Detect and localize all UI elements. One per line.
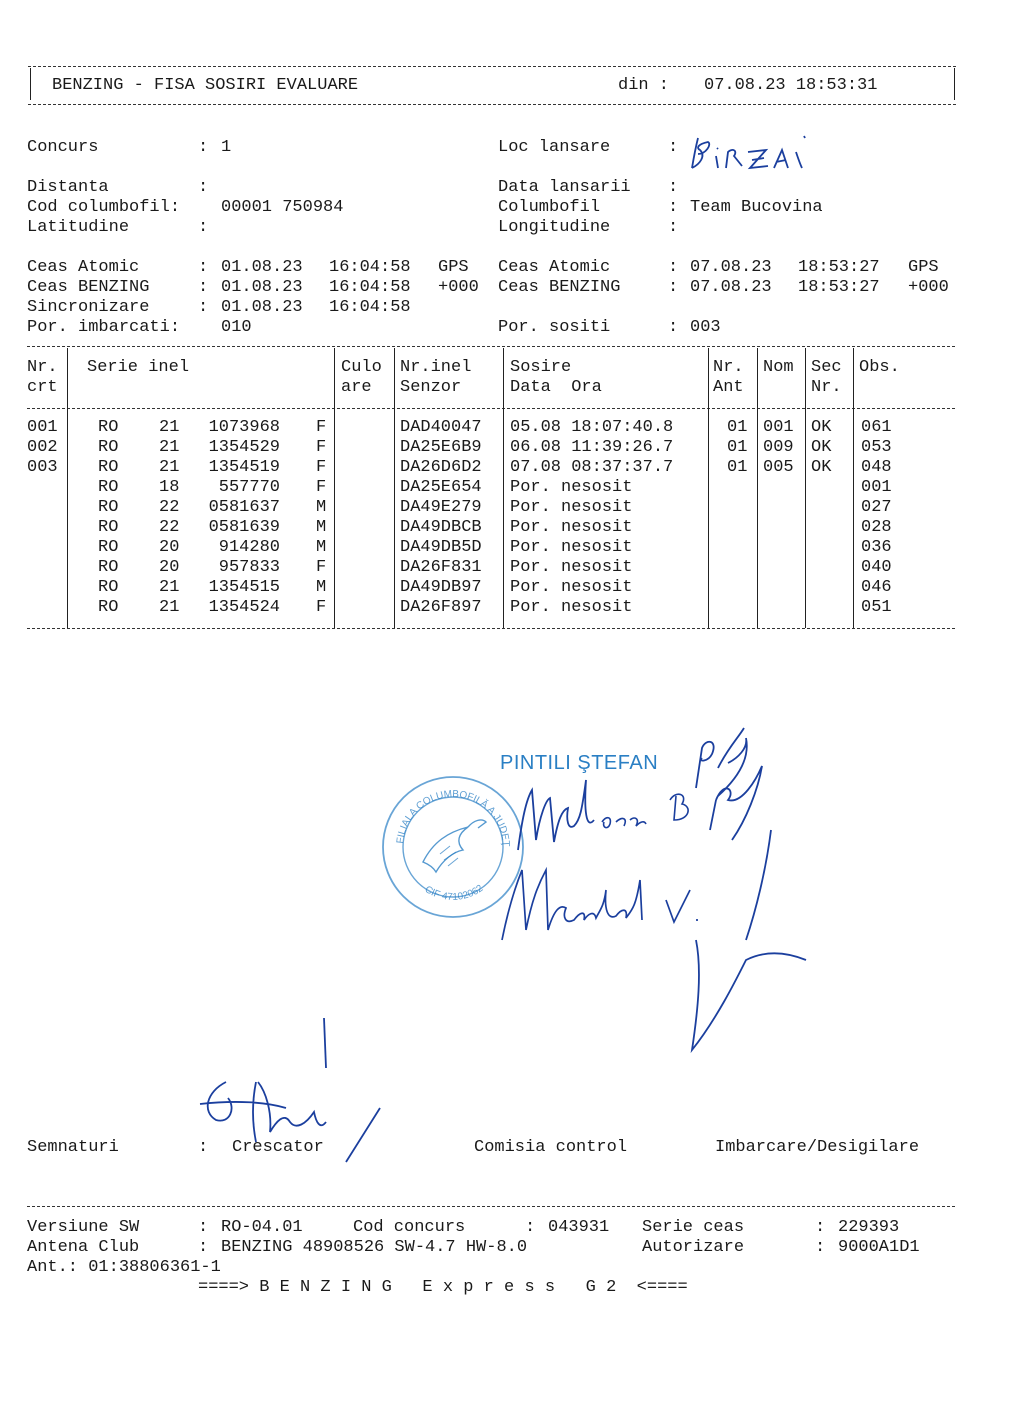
clock-right-colon: :: [668, 278, 679, 297]
col-sep: [757, 348, 758, 628]
cell-sosire: 07.08 08:37:37.7: [510, 458, 674, 477]
cell-tara: RO: [98, 518, 119, 537]
cell-sec: OK: [811, 458, 832, 477]
loc-lansare-colon: :: [668, 138, 679, 157]
svg-text:CIF 47102062: [423, 883, 486, 903]
autorizare-label: Autorizare: [642, 1238, 745, 1257]
data-lansarii-label: Data lansarii: [498, 178, 631, 197]
autorizare-colon: :: [815, 1238, 826, 1257]
cell-senzor: DA26F831: [400, 558, 482, 577]
cod-concurs-value: 043931: [548, 1218, 610, 1237]
cell-sosire: Por. nesosit: [510, 478, 633, 497]
cell-nom: 009: [763, 438, 794, 457]
clock-left-label: Sincronizare: [27, 298, 150, 317]
th-serie-inel: Serie inel: [87, 358, 190, 377]
columbofil-colon: :: [668, 198, 679, 217]
cell-nr: 002: [27, 438, 58, 457]
cell-sex: M: [316, 578, 327, 597]
cell-an: 21: [159, 438, 180, 457]
cell-ant: 01: [727, 458, 748, 477]
por-sositi-colon: :: [668, 318, 679, 337]
header-left-edge: [30, 68, 31, 100]
cod-columbofil-label: Cod columbofil:: [27, 198, 181, 217]
cell-nom: 001: [763, 418, 794, 437]
stamp-name: PINTILI ŞTEFAN: [500, 752, 659, 774]
cell-an: 21: [159, 458, 180, 477]
col-sep: [853, 348, 854, 628]
cell-obs: 001: [861, 478, 892, 497]
por-imbarcati-label: Por. imbarcati:: [27, 318, 181, 337]
cell-sex: M: [316, 498, 327, 517]
por-sositi-label: Por. sositi: [498, 318, 611, 337]
th-nr: Nr.: [27, 358, 58, 377]
serie-ceas-value: 229393: [838, 1218, 900, 1237]
clock-right-time: 18:53:27: [798, 278, 880, 297]
cell-sosire: Por. nesosit: [510, 518, 633, 537]
cell-sosire: 05.08 18:07:40.8: [510, 418, 674, 437]
cell-tara: RO: [98, 578, 119, 597]
comisia-label: Comisia control: [474, 1138, 628, 1157]
cell-an: 18: [159, 478, 180, 497]
columbofil-value: Team Bucovina: [690, 198, 823, 217]
th-nr-ant: Nr.: [713, 358, 744, 377]
clock-right-time: 18:53:27: [798, 258, 880, 277]
col-sep: [805, 348, 806, 628]
cell-obs: 040: [861, 558, 892, 577]
crescator-label: Crescator: [232, 1138, 324, 1157]
autorizare-value: 9000A1D1: [838, 1238, 920, 1257]
versiune-colon: :: [198, 1218, 209, 1237]
imbarcare-label: Imbarcare/Desigilare: [715, 1138, 920, 1157]
cell-an: 20: [159, 558, 180, 577]
cell-nr: 003: [27, 458, 58, 477]
cell-senzor: DA49DBCB: [400, 518, 482, 537]
col-sep: [503, 348, 504, 628]
cell-sex: F: [316, 558, 327, 577]
th-senzor: Senzor: [400, 378, 462, 397]
cell-senzor: DAD40047: [400, 418, 482, 437]
clock-left-time: 16:04:58: [329, 298, 411, 317]
clock-left-colon: :: [198, 258, 209, 277]
longitudine-colon: :: [668, 218, 679, 237]
header-top-rule: [28, 66, 956, 67]
th-sosire: Sosire: [510, 358, 572, 377]
table-bottom-rule: [27, 628, 955, 629]
cell-sec: OK: [811, 438, 832, 457]
clock-left-colon: :: [198, 298, 209, 317]
cell-senzor: DA26F897: [400, 598, 482, 617]
distanta-label: Distanta: [27, 178, 109, 197]
cell-obs: 053: [861, 438, 892, 457]
th-ant: Ant: [713, 378, 744, 397]
por-sositi-value: 003: [690, 318, 721, 337]
seal-text: FILIALA COLUMBOFILĂ A JUDEŢ: [395, 788, 512, 848]
cell-serie: 1354519: [208, 458, 280, 477]
cell-serie: 914280: [218, 538, 280, 557]
header-right-edge: [954, 68, 955, 100]
cell-an: 22: [159, 498, 180, 517]
cell-tara: RO: [98, 478, 119, 497]
svg-text:FILIALA COLUMBOFILĂ A JUDEŢULU: [378, 772, 511, 847]
versiune-label: Versiune SW: [27, 1218, 140, 1237]
distanta-colon: :: [198, 178, 209, 197]
cell-nom: 005: [763, 458, 794, 477]
cell-tara: RO: [98, 458, 119, 477]
cell-sex: F: [316, 458, 327, 477]
clock-left-date: 01.08.23: [221, 258, 303, 277]
col-sep: [708, 348, 709, 628]
cell-obs: 028: [861, 518, 892, 537]
cell-sex: F: [316, 598, 327, 617]
cell-serie: 1354515: [208, 578, 280, 597]
cell-tara: RO: [98, 598, 119, 617]
clock-left-label: Ceas Atomic: [27, 258, 140, 277]
cell-senzor: DA25E6B9: [400, 438, 482, 457]
header-date-label: din :: [618, 76, 670, 95]
cell-sec: OK: [811, 418, 832, 437]
columbofil-label: Columbofil: [498, 198, 601, 217]
por-imbarcati-value: 010: [221, 318, 252, 337]
cell-serie: 957833: [218, 558, 280, 577]
th-nr-inel: Nr.inel: [400, 358, 472, 377]
cod-columbofil-value: 00001 750984: [221, 198, 344, 217]
clock-right-colon: :: [668, 258, 679, 277]
longitudine-label: Longitudine: [498, 218, 611, 237]
cell-serie: 0581639: [208, 518, 280, 537]
cell-obs: 051: [861, 598, 892, 617]
clock-left-date: 01.08.23: [221, 298, 303, 317]
th-crt: crt: [27, 378, 58, 397]
cell-tara: RO: [98, 498, 119, 517]
loc-lansare-label: Loc lansare: [498, 138, 611, 157]
cell-sex: M: [316, 518, 327, 537]
cell-senzor: DA25E654: [400, 478, 482, 497]
header-date-value: 07.08.23 18:53:31: [704, 76, 878, 95]
antena-colon: :: [198, 1238, 209, 1257]
cell-sosire: Por. nesosit: [510, 538, 633, 557]
antena-label: Antena Club: [27, 1238, 140, 1257]
ant-line: Ant.: 01:38806361-1: [27, 1258, 221, 1277]
cell-serie: 557770: [218, 478, 280, 497]
concurs-label: Concurs: [27, 138, 99, 157]
cell-ant: 01: [727, 418, 748, 437]
col-sep: [67, 348, 68, 628]
th-sec-nr: Nr.: [811, 378, 842, 397]
cell-serie: 0581637: [208, 498, 280, 517]
clock-left-date: 01.08.23: [221, 278, 303, 297]
serie-ceas-label: Serie ceas: [642, 1218, 745, 1237]
serie-ceas-colon: :: [815, 1218, 826, 1237]
cell-tara: RO: [98, 538, 119, 557]
cell-serie: 1073968: [208, 418, 280, 437]
cell-an: 22: [159, 518, 180, 537]
seal-cif: CIF 47102062: [422, 882, 486, 904]
clock-left-suffix: GPS: [438, 258, 469, 277]
antena-value: BENZING 48908526 SW-4.7 HW-8.0: [221, 1238, 528, 1257]
cell-an: 20: [159, 538, 180, 557]
signature-tall-stroke: [676, 820, 816, 1065]
cell-an: 21: [159, 418, 180, 437]
cell-tara: RO: [98, 438, 119, 457]
cell-serie: 1354529: [208, 438, 280, 457]
cell-obs: 036: [861, 538, 892, 557]
cod-concurs-label: Cod concurs: [353, 1218, 466, 1237]
th-are: are: [341, 378, 372, 397]
cell-sex: F: [316, 438, 327, 457]
latitudine-colon: :: [198, 218, 209, 237]
cell-sosire: Por. nesosit: [510, 598, 633, 617]
th-nom: Nom: [763, 358, 794, 377]
concurs-colon: :: [198, 138, 209, 157]
cell-serie: 1354524: [208, 598, 280, 617]
cell-nr: 001: [27, 418, 58, 437]
loc-lansare-handwritten: [686, 128, 826, 181]
cell-sex: F: [316, 478, 327, 497]
latitudine-label: Latitudine: [27, 218, 130, 237]
table-header-rule: [27, 408, 955, 409]
header-bottom-rule: [28, 104, 956, 105]
clock-right-suffix: GPS: [908, 258, 939, 277]
cell-sosire: Por. nesosit: [510, 578, 633, 597]
clock-left-time: 16:04:58: [329, 258, 411, 277]
th-data-ora: Data Ora: [510, 378, 602, 397]
clock-left-suffix: +000: [438, 278, 479, 297]
th-sec: Sec: [811, 358, 842, 377]
cell-sosire: 06.08 11:39:26.7: [510, 438, 674, 457]
brand-line: ====> B E N Z I N G E x p r e s s G 2 <====: [198, 1278, 688, 1297]
cell-senzor: DA26D6D2: [400, 458, 482, 477]
cell-obs: 048: [861, 458, 892, 477]
clock-right-label: Ceas BENZING: [498, 278, 621, 297]
table-top-rule: [27, 346, 955, 347]
data-lansarii-colon: :: [668, 178, 679, 197]
cell-tara: RO: [98, 418, 119, 437]
cell-senzor: DA49DB97: [400, 578, 482, 597]
cell-sosire: Por. nesosit: [510, 558, 633, 577]
cell-sosire: Por. nesosit: [510, 498, 633, 517]
cell-senzor: DA49E279: [400, 498, 482, 517]
cell-ant: 01: [727, 438, 748, 457]
clock-left-colon: :: [198, 278, 209, 297]
semnaturi-label: Semnaturi: [27, 1138, 119, 1157]
th-culo: Culo: [341, 358, 382, 377]
cell-obs: 046: [861, 578, 892, 597]
cell-obs: 061: [861, 418, 892, 437]
col-sep: [394, 348, 395, 628]
footer-rule: [27, 1206, 955, 1207]
versiune-value: RO-04.01: [221, 1218, 303, 1237]
semnaturi-colon: :: [198, 1138, 209, 1157]
cell-tara: RO: [98, 558, 119, 577]
clock-right-date: 07.08.23: [690, 278, 772, 297]
cell-sex: F: [316, 418, 327, 437]
cell-senzor: DA49DB5D: [400, 538, 482, 557]
clock-left-time: 16:04:58: [329, 278, 411, 297]
clock-right-date: 07.08.23: [690, 258, 772, 277]
concurs-value: 1: [221, 138, 232, 157]
clock-right-label: Ceas Atomic: [498, 258, 611, 277]
clock-right-suffix: +000: [908, 278, 949, 297]
cell-obs: 027: [861, 498, 892, 517]
th-obs: Obs.: [859, 358, 900, 377]
cell-an: 21: [159, 578, 180, 597]
cod-concurs-colon: :: [525, 1218, 536, 1237]
page-title: BENZING - FISA SOSIRI EVALUARE: [52, 76, 359, 95]
clock-left-label: Ceas BENZING: [27, 278, 150, 297]
cell-an: 21: [159, 598, 180, 617]
cell-sex: M: [316, 538, 327, 557]
col-sep: [334, 348, 335, 628]
